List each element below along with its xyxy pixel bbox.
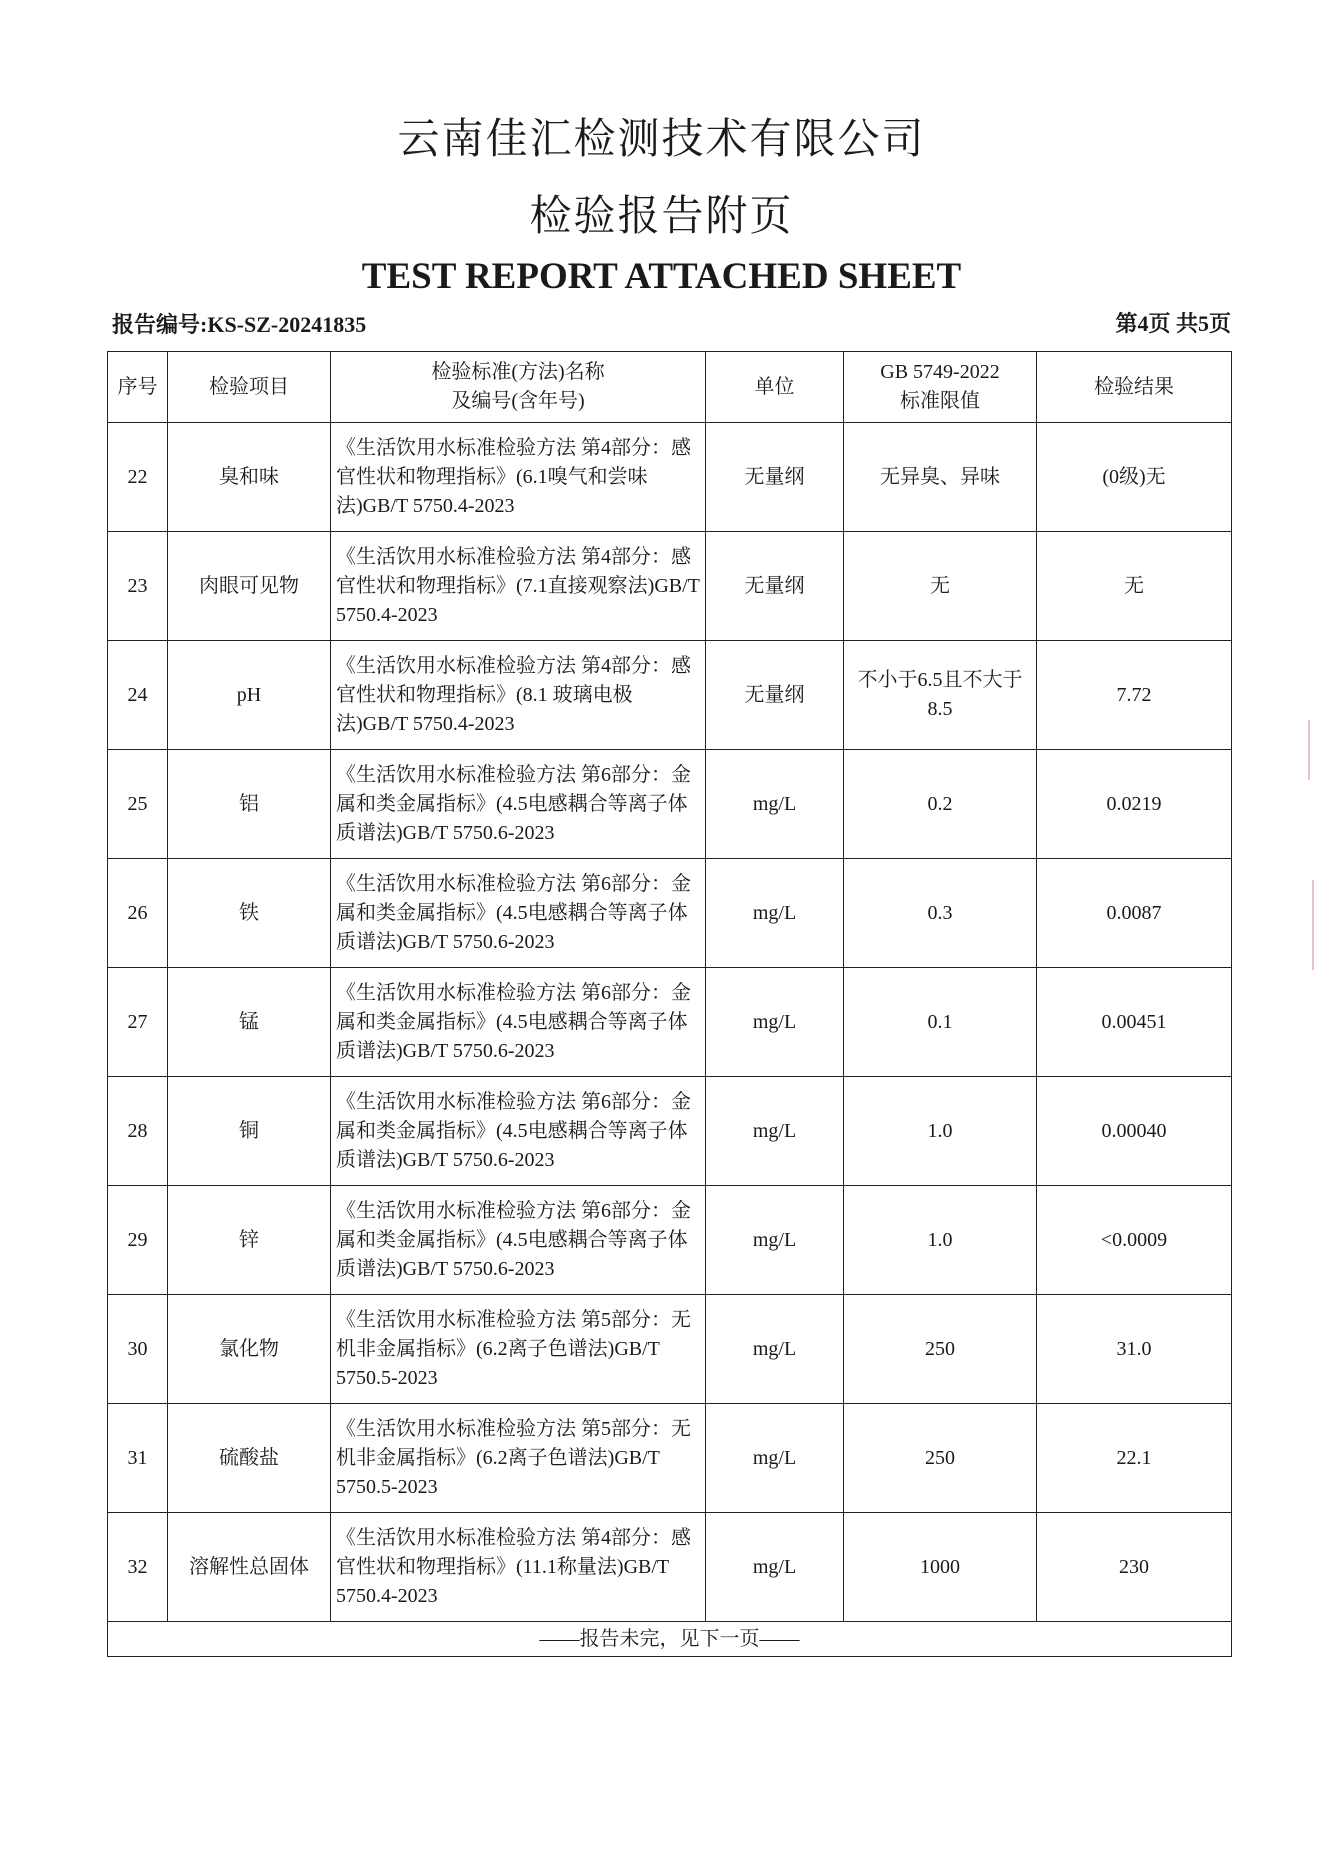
header-method-line2: 及编号(含年号) [451,390,585,412]
cell-item: 氯化物 [168,1295,331,1404]
table-row [108,968,1232,1077]
cell-result: 0.00451 [1037,968,1232,1077]
cell-method: 《生活饮用水标准检验方法 第5部分：无机非金属指标》(6.2离子色谱法)GB/T 5750.5-2023 [331,1295,706,1404]
cell-seq: 22 [108,423,168,532]
cell-result: 0.0219 [1037,750,1232,859]
cell-limit: 0.3 [844,859,1037,968]
cell-result: 0.0087 [1037,859,1232,968]
header-unit: 单位 [706,352,844,423]
cell-unit: 无量纲 [706,641,844,750]
english-title: TEST REPORT ATTACHED SHEET [361,256,962,297]
cell-item: 肉眼可见物 [168,532,331,641]
cell-result: 0.00040 [1037,1077,1232,1186]
cell-unit: mg/L [706,968,844,1077]
page-info: 第4页 共5页 [1115,311,1231,336]
table-row [108,750,1232,859]
cell-limit: 1.0 [844,1077,1037,1186]
cell-method: 《生活饮用水标准检验方法 第4部分：感官性状和物理指标》(11.1称量法)GB/T 5750.4-2023 [331,1513,706,1622]
cell-limit: 1000 [844,1513,1037,1622]
table-row [108,1404,1232,1513]
cell-unit: mg/L [706,859,844,968]
header-item: 检验项目 [168,352,331,423]
table-footer-row [108,1622,1232,1657]
table-row [108,641,1232,750]
cell-method: 《生活饮用水标准检验方法 第5部分：无机非金属指标》(6.2离子色谱法)GB/T 5750.5-2023 [331,1404,706,1513]
table-row [108,532,1232,641]
cell-seq: 24 [108,641,168,750]
header-limit-line2: 标准限值 [900,390,980,412]
cell-method: 《生活饮用水标准检验方法 第4部分：感官性状和物理指标》(6.1嗅气和尝味法)GB/T 5750.4-2023 [331,423,706,532]
cell-method: 《生活饮用水标准检验方法 第6部分：金属和类金属指标》(4.5电感耦合等离子体质谱法)GB/T 5750.6-2023 [331,750,706,859]
cell-seq: 26 [108,859,168,968]
cell-limit: 无 [844,532,1037,641]
header-seq: 序号 [108,352,168,423]
cell-method: 《生活饮用水标准检验方法 第6部分：金属和类金属指标》(4.5电感耦合等离子体质谱法)GB/T 5750.6-2023 [331,859,706,968]
cell-item: 锌 [168,1186,331,1295]
cell-seq: 28 [108,1077,168,1186]
cell-method: 《生活饮用水标准检验方法 第4部分：感官性状和物理指标》(7.1直接观察法)GB/T 5750.4-2023 [331,532,706,641]
cell-seq: 30 [108,1295,168,1404]
cell-limit: 0.2 [844,750,1037,859]
cell-limit: 不小于6.5且不大于8.5 [844,641,1037,750]
cell-result: 22.1 [1037,1404,1232,1513]
cell-item: 铁 [168,859,331,968]
header-result: 检验结果 [1037,352,1232,423]
cell-seq: 23 [108,532,168,641]
cell-item: 溶解性总固体 [168,1513,331,1622]
cell-result: <0.0009 [1037,1186,1232,1295]
seal-edge-mark [1312,880,1314,970]
cell-seq: 31 [108,1404,168,1513]
header-limit [844,352,1037,423]
cell-seq: 25 [108,750,168,859]
cell-item: 硫酸盐 [168,1404,331,1513]
cell-method: 《生活饮用水标准检验方法 第6部分：金属和类金属指标》(4.5电感耦合等离子体质谱法)GB/T 5750.6-2023 [331,968,706,1077]
cell-unit: mg/L [706,1513,844,1622]
company-name: 云南佳汇检测技术有限公司 [397,114,926,163]
table-row [108,1295,1232,1404]
cell-unit: 无量纲 [706,423,844,532]
cell-unit: mg/L [706,750,844,859]
cell-result: 7.72 [1037,641,1232,750]
cell-result: 230 [1037,1513,1232,1622]
cell-limit: 250 [844,1295,1037,1404]
cell-item: 铝 [168,750,331,859]
cell-limit: 250 [844,1404,1037,1513]
report-number: 报告编号:KS-SZ-20241835 [112,312,367,337]
table-row [108,1186,1232,1295]
header-method-line1: 检验标准(方法)名称 [431,361,605,383]
cell-method: 《生活饮用水标准检验方法 第6部分：金属和类金属指标》(4.5电感耦合等离子体质谱法)GB/T 5750.6-2023 [331,1186,706,1295]
table-row [108,1077,1232,1186]
cell-seq: 27 [108,968,168,1077]
cell-item: pH [168,641,331,750]
continued-note: ——报告未完，见下一页—— [108,1622,1232,1657]
cell-unit: mg/L [706,1077,844,1186]
table-body [108,423,1232,1622]
cell-seq: 32 [108,1513,168,1622]
cell-item: 铜 [168,1077,331,1186]
cell-item: 臭和味 [168,423,331,532]
cell-result: 无 [1037,532,1232,641]
cell-limit: 1.0 [844,1186,1037,1295]
cell-limit: 0.1 [844,968,1037,1077]
cell-method: 《生活饮用水标准检验方法 第6部分：金属和类金属指标》(4.5电感耦合等离子体质谱法)GB/T 5750.6-2023 [331,1077,706,1186]
cell-item: 锰 [168,968,331,1077]
cell-unit: mg/L [706,1186,844,1295]
cell-unit: mg/L [706,1404,844,1513]
cell-seq: 29 [108,1186,168,1295]
table-row [108,1513,1232,1622]
test-results-table [107,351,1232,1657]
cell-unit: mg/L [706,1295,844,1404]
cell-unit: 无量纲 [706,532,844,641]
header-method [331,352,706,423]
table-header-row [108,352,1232,423]
table-row [108,423,1232,532]
seal-edge-mark [1308,720,1310,780]
cell-limit: 无异臭、异味 [844,423,1037,532]
cell-result: (0级)无 [1037,423,1232,532]
cell-method: 《生活饮用水标准检验方法 第4部分：感官性状和物理指标》(8.1 玻璃电极法)GB/T 5750.4-2023 [331,641,706,750]
cell-result: 31.0 [1037,1295,1232,1404]
report-subtitle: 检验报告附页 [529,191,794,240]
header-limit-line1: GB 5749-2022 [880,361,1000,383]
table-row [108,859,1232,968]
